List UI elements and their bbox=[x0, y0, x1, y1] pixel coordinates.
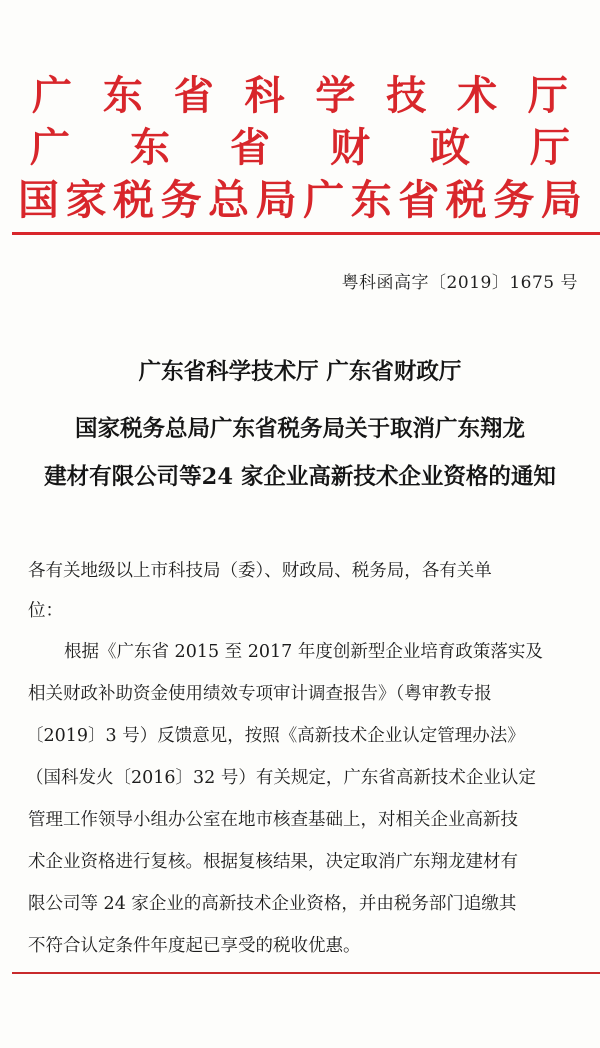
page-bottom-rule bbox=[12, 972, 600, 974]
letterhead-red-rule bbox=[12, 232, 600, 235]
letterhead-char: 局 bbox=[540, 176, 582, 224]
salutation-line: 各有关地级以上市科技局（委）、财政局、税务局，各有关单 bbox=[28, 561, 492, 581]
letterhead-char: 广 bbox=[32, 73, 72, 119]
document-title-line-1: 广东省科学技术厅 广东省财政厅 bbox=[138, 359, 462, 385]
letterhead-char: 学 bbox=[315, 73, 356, 119]
paragraph-line: 根据《广东省 2015 至 2017 年度创新型企业培育政策落实及 bbox=[64, 642, 543, 662]
paragraph-line: （国科发火〔2016〕32 号）有关规定，广东省高新技术企业认定 bbox=[26, 768, 536, 788]
letterhead-char: 科 bbox=[244, 73, 285, 119]
letterhead-char: 广 bbox=[303, 176, 345, 224]
letterhead-char: 省 bbox=[173, 73, 214, 119]
salutation-line: 位： bbox=[28, 601, 63, 621]
letterhead-line-science-dept bbox=[18, 70, 582, 122]
letterhead-char: 家 bbox=[65, 176, 107, 224]
letterhead-char: 东 bbox=[102, 73, 143, 119]
letterhead-line-finance-dept bbox=[18, 122, 582, 174]
document-title-line-3: 建材有限公司等24 家企业高新技术企业资格的通知 bbox=[44, 464, 556, 490]
letterhead-line-tax-bureau bbox=[18, 174, 582, 226]
paragraph-line: 术企业资格进行复核。根据复核结果，决定取消广东翔龙建材有 bbox=[28, 852, 518, 872]
letterhead-char: 税 bbox=[445, 176, 487, 224]
letterhead-char: 东 bbox=[350, 176, 392, 224]
letterhead-char: 技 bbox=[386, 73, 427, 119]
letterhead-char: 总 bbox=[208, 176, 250, 224]
letterhead-char: 务 bbox=[160, 176, 202, 224]
letterhead-char: 厅 bbox=[527, 73, 568, 119]
letterhead-char: 厅 bbox=[530, 125, 570, 171]
paragraph-line: 不符合认定条件年度起已享受的税收优惠。 bbox=[28, 936, 361, 956]
letterhead-char: 国 bbox=[18, 176, 59, 224]
letterhead-char: 省 bbox=[398, 176, 440, 224]
letterhead-char: 东 bbox=[130, 125, 170, 171]
letterhead-char: 政 bbox=[430, 125, 470, 171]
paragraph-line: 〔2019〕3 号）反馈意见，按照《高新技术企业认定管理办法》 bbox=[26, 726, 525, 746]
letterhead-char: 术 bbox=[457, 73, 498, 119]
paragraph-line: 限公司等 24 家企业的高新技术企业资格，并由税务部门追缴其 bbox=[28, 894, 517, 914]
paragraph-line: 管理工作领导小组办公室在地市核查基础上，对相关企业高新技 bbox=[28, 810, 518, 830]
letterhead-char: 财 bbox=[330, 125, 370, 171]
document-title-line-2: 国家税务总局广东省税务局关于取消广东翔龙 bbox=[74, 416, 525, 442]
document-number: 粤科函高字〔2019〕1675 号 bbox=[341, 273, 578, 293]
letterhead-char: 务 bbox=[493, 176, 535, 224]
letterhead-char: 税 bbox=[113, 176, 155, 224]
paragraph-line: 相关财政补助资金使用绩效专项审计调查报告》（粤审教专报 bbox=[28, 684, 492, 704]
letterhead-char: 局 bbox=[255, 176, 297, 224]
letterhead-char: 省 bbox=[230, 125, 270, 171]
letterhead-char: 广 bbox=[30, 125, 70, 171]
